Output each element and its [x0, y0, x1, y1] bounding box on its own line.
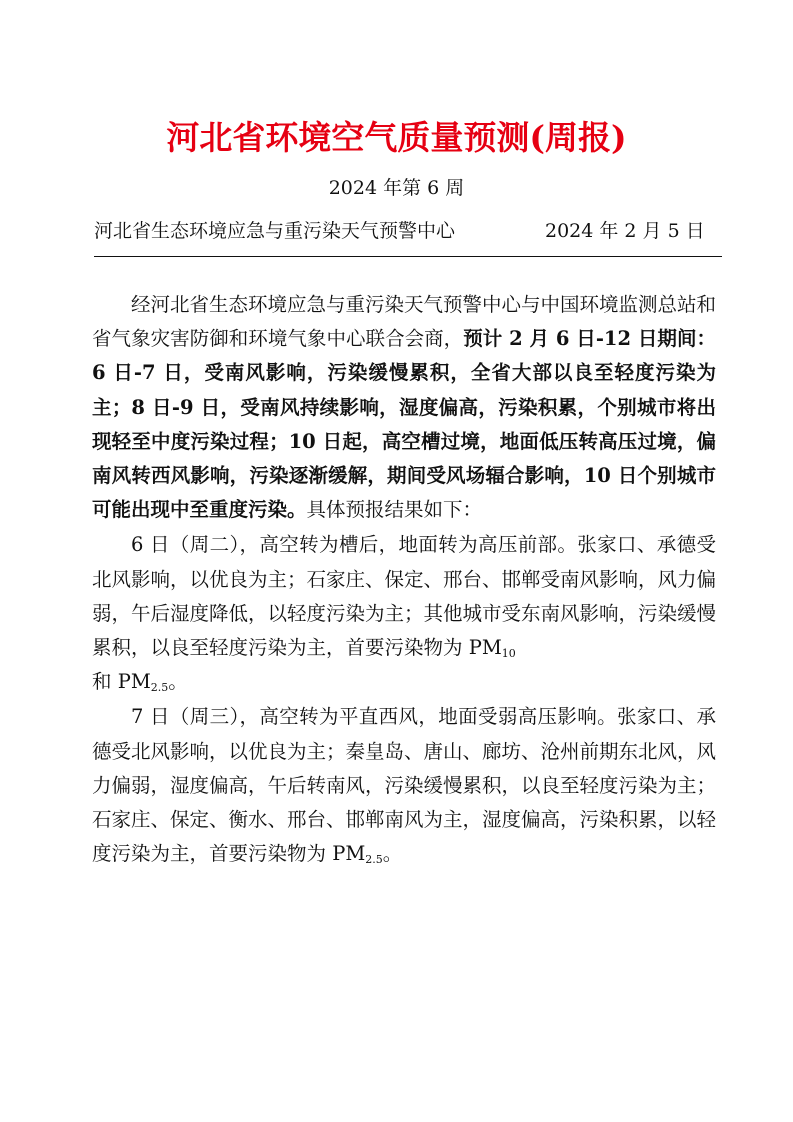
day7-paragraph [92, 700, 716, 871]
day7-end: 。 [382, 842, 403, 866]
day6-mid: 和 PM [92, 670, 151, 694]
day6-end: 。 [168, 670, 188, 694]
day6-paragraph [92, 528, 716, 699]
day6-text: 6 日（周二），高空转为槽后，地面转为高压前部。张家口、承德受北风影响，以优良为主；石家庄、保定、邢台、邯郸受南风影响，风力偏弱，午后湿度降低，以轻度污染为主；其他城市受东南风影响，污染缓慢累积，以良至轻度污染为主，首要污染物为 PM [92, 533, 717, 660]
report-title: 河北省环境空气质量预测(周报) [166, 118, 627, 157]
report-week: 2024 年第 6 周 [328, 177, 465, 199]
report-body [92, 288, 716, 872]
issuer: 河北省生态环境应急与重污染天气预警中心 [94, 220, 456, 242]
day6-pm10-subscript: 10 [501, 647, 516, 661]
intro-lead: 经河北省生态环境应急与重污染天气预警中心与中国环境监测总站和省气象灾害防御和环境气象中心联合会商， [92, 293, 717, 351]
day7-pm25-subscript: 2.5 [365, 853, 383, 867]
day6-pm25-subscript: 2.5 [150, 681, 169, 695]
intro-tail: 具体预报结果如下： [306, 498, 483, 522]
intro-paragraph [92, 288, 716, 527]
header-divider [94, 256, 722, 257]
day7-text: 7 日（周三），高空转为平直西风，地面受弱高压影响。张家口、承德受北风影响，以优良为主；秦皇岛、唐山、廊坊、沧州前期东北风，风力偏弱，湿度偏高，午后转南风，污染缓慢累积，以良至轻度污染为主；石家庄、保定、衡水、邢台、邯郸南风为主，湿度偏高，污染积累，以轻度污染为主，首要污染物为 PM [92, 705, 717, 866]
issue-date: 2024 年 2 月 5 日 [545, 220, 705, 242]
intro-forecast-summary: 预计 2 月 6 日-12 日期间：6 日-7 日，受南风影响，污染缓慢累积，全省大部以良至轻度污染为主；8 日-9 日，受南风持续影响，湿度偏高，污染积累，个别城市将出现轻至中度污染过程；10 日起，高空槽过境，地面低压转高压过境，偏南风转西风影响，污染逐渐缓解，期间受风场辐合影响，10 日个别城市可能出现中至重度污染。 [92, 327, 716, 522]
